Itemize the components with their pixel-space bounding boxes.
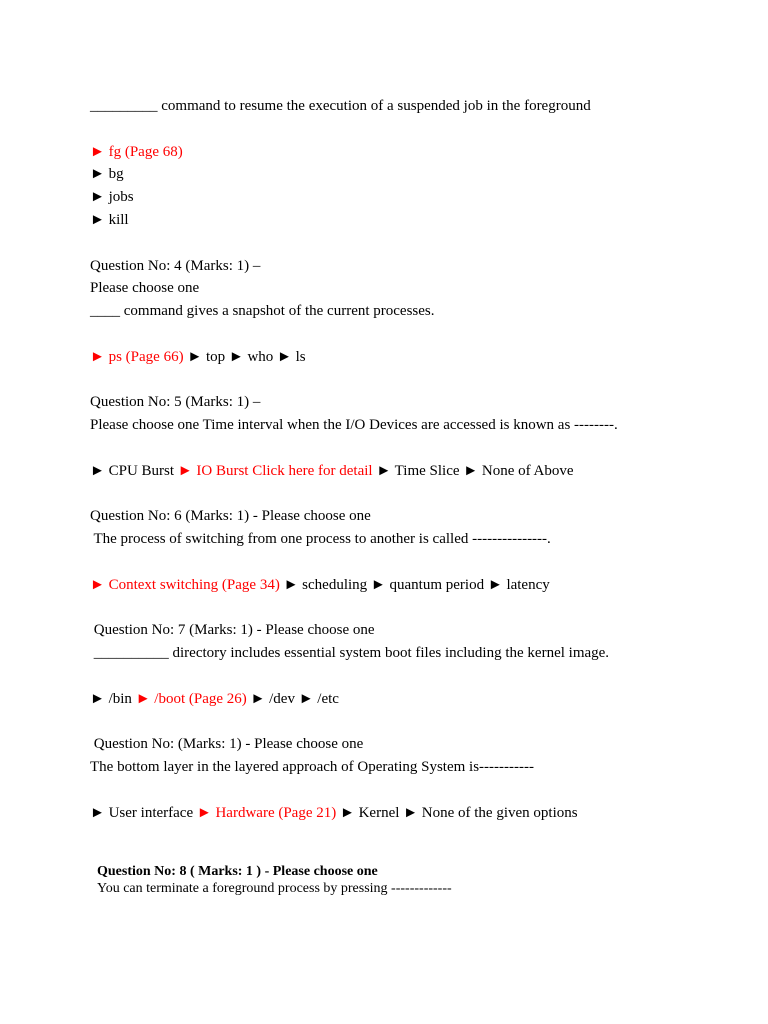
q6-option-a: ► Context switching (Page 34) [90,576,280,593]
q3-option-d: ► kill [90,211,129,228]
q5-option-c: ► Time Slice [376,462,460,479]
q5-option-d: ► None of Above [463,462,574,479]
q7-option-d: ► /etc [298,690,339,707]
q7-header: Question No: 7 (Marks: 1) - Please choose one [90,622,375,639]
spacer [90,369,730,392]
q4-option-b: ► top [187,348,226,365]
q7-stem: __________ directory includes essential system boot files including the kernel image. [90,645,610,662]
spacer [90,597,730,620]
q4-instruction: Please choose one [90,280,200,297]
q-unnumbered-header: Question No: (Marks: 1) - Please choose one [90,736,364,753]
q4-option-d: ► ls [277,348,306,365]
spacer [90,437,730,460]
q6-option-d: ► latency [487,576,550,593]
spacer [90,551,730,574]
q5-header: Question No: 5 (Marks: 1) – [90,394,261,411]
q6-stem: The process of switching from one process to another is called ---------------. [90,531,551,548]
q8-header: Question No: 8 ( Marks: 1 ) - Please choose one [97,864,378,879]
q4-header: Question No: 4 (Marks: 1) – [90,257,261,274]
q4-stem: ____ command gives a snapshot of the current processes. [90,303,435,320]
q6-options [90,574,730,597]
q-unnumbered-option-b: ► Hardware (Page 21) [196,804,337,821]
q3-option-c: ► jobs [90,189,134,206]
q7-option-b: ► /boot (Page 26) [135,690,247,707]
spacer [90,118,730,141]
spacer [90,232,730,255]
q4-options [90,346,730,369]
spacer [90,779,730,802]
q6-header: Question No: 6 (Marks: 1) - Please choose one [90,508,371,525]
q7-options [90,688,730,711]
spacer [90,483,730,506]
q5-option-a: ► CPU Burst [90,462,175,479]
q4-option-c: ► who [228,348,274,365]
q8-block [97,863,737,897]
q5-option-b[interactable]: ► IO Burst Click here for detail [177,462,373,479]
q7-option-c: ► /dev [250,690,295,707]
q4-option-a: ► ps (Page 66) [90,348,184,365]
q5-stem: Please choose one Time interval when the I/O Devices are accessed is known as --------. [90,417,618,434]
q-unnumbered-option-a: ► User interface [90,804,194,821]
spacer [90,711,730,734]
q8-stem: You can terminate a foreground process by pressing ------------- [97,881,452,896]
q-unnumbered-option-c: ► Kernel [340,804,400,821]
quiz-document [90,95,730,825]
q6-option-c: ► quantum period [370,576,485,593]
q3-stem: _________ command to resume the execution of a suspended job in the foreground [90,98,591,114]
q5-options [90,460,730,483]
q3-option-b: ► bg [90,166,124,183]
spacer [90,665,730,688]
q3-option-a: ► fg (Page 68) [90,143,183,160]
q-unnumbered-stem: The bottom layer in the layered approach of Operating System is----------- [90,759,534,776]
q6-option-b: ► scheduling [283,576,368,593]
q-unnumbered-options [90,802,730,825]
spacer [90,323,730,346]
q-unnumbered-option-d: ► None of the given options [403,804,578,821]
q7-option-a: ► /bin [90,690,132,707]
